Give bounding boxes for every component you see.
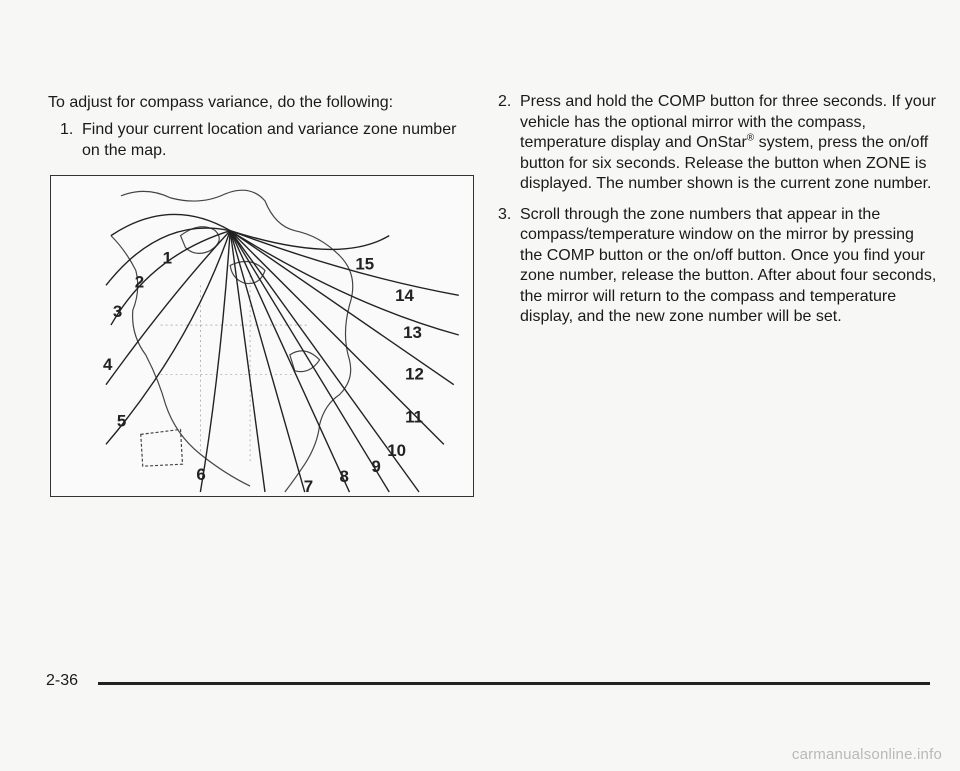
- site-watermark: carmanualsonline.info: [791, 746, 942, 763]
- zone-label-4: 4: [102, 354, 113, 374]
- zone-label-11: 11: [405, 407, 423, 427]
- step-1: [60, 120, 478, 161]
- variance-zone-map: [50, 175, 474, 497]
- step-3-text: Scroll through the zone numbers that appear in the compass/temperature window on the mirror by pressing the COMP button or the on/off button. Once you find your zone number, release the button. After about four seconds, the mirror will return to the compass and temperature display, and the new zone number will be set.: [520, 205, 937, 325]
- zone-label-13: 13: [403, 322, 422, 342]
- zone-label-15: 15: [355, 254, 375, 274]
- step-3: [498, 205, 938, 328]
- zone-label-7: 7: [303, 477, 314, 496]
- zone-label-6: 6: [196, 465, 206, 485]
- intro-text: To adjust for compass variance, do the following:: [48, 94, 394, 111]
- zone-label-14: 14: [395, 286, 414, 306]
- registered-mark: ®: [746, 132, 755, 144]
- zone-label-2: 2: [134, 272, 145, 292]
- right-column: [498, 92, 938, 338]
- step-2-text-after: system, press the on/off button for six seconds. Release the button when ZONE is displayed. The number shown is the current zone number.: [520, 134, 932, 192]
- zone-label-12: 12: [405, 364, 424, 384]
- zone-label-8: 8: [339, 467, 349, 487]
- zone-label-5: 5: [116, 411, 127, 431]
- left-column: [48, 92, 478, 171]
- zone-map-drawing: [51, 176, 473, 496]
- step-2: [498, 92, 938, 195]
- zone-label-1: 1: [162, 248, 173, 268]
- zone-label-3: 3: [112, 302, 123, 322]
- zone-label-9: 9: [371, 457, 381, 477]
- step-2-text: [520, 93, 936, 192]
- step-1-number: 1.: [60, 121, 74, 138]
- step-2-text-before: Press and hold the COMP button for three seconds. If your vehicle has the optional mirror with the compass, temperature display and OnStar: [520, 93, 936, 151]
- step-3-number: 3.: [498, 205, 512, 223]
- step-2-number: 2.: [498, 93, 512, 110]
- page-number: 2-36: [46, 672, 79, 689]
- step-1-text: Find your current location and variance zone number on the map.: [82, 121, 457, 159]
- footer-divider: [98, 682, 930, 685]
- zone-label-10: 10: [387, 441, 406, 461]
